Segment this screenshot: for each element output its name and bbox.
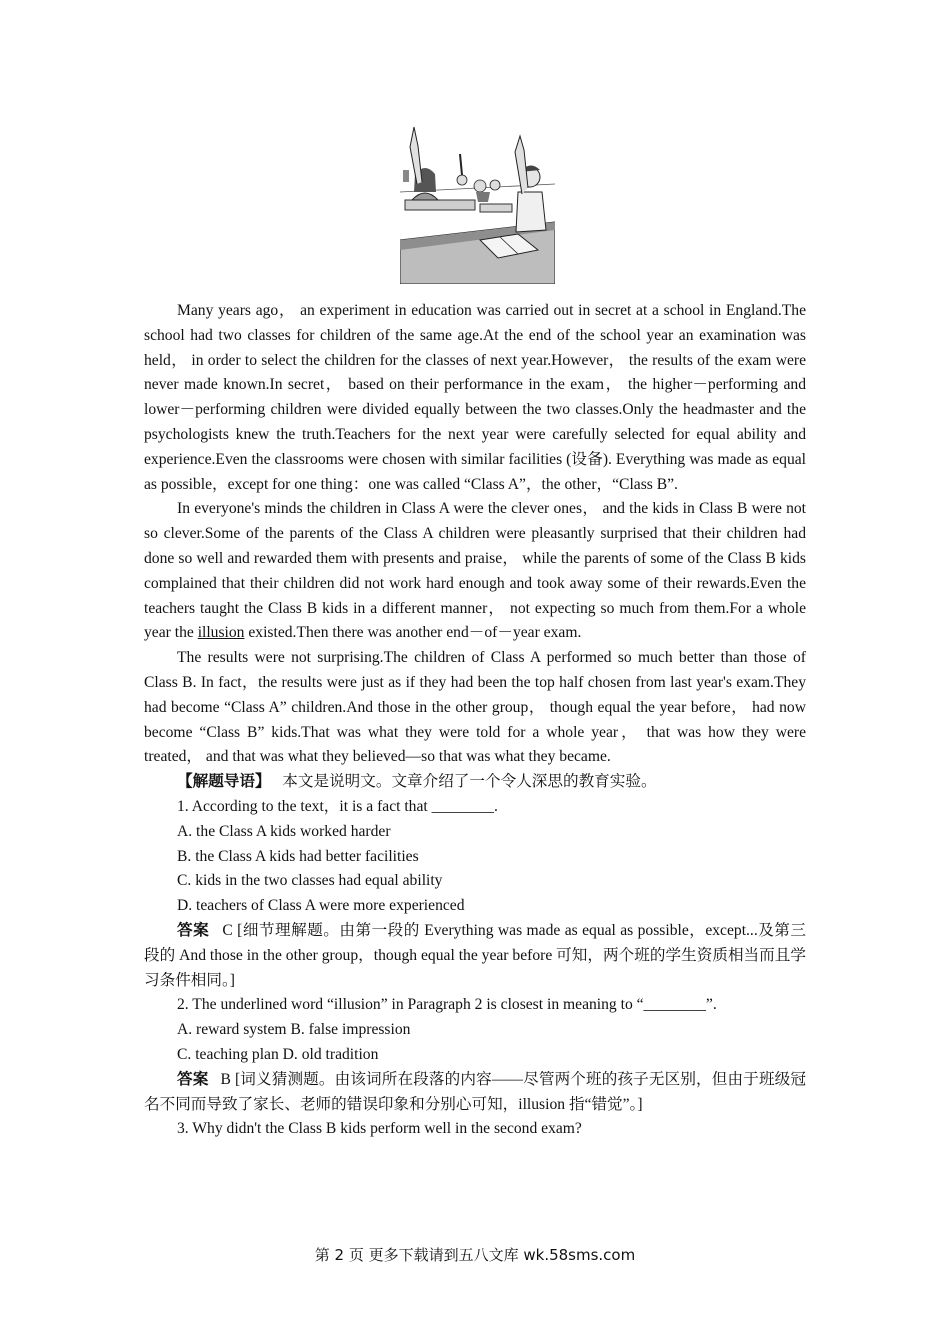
q1-answer <box>144 919 806 993</box>
q1-answer-label: 答案 <box>177 921 210 939</box>
q1-option-d: D. teachers of Class A were more experienced <box>177 897 465 915</box>
paragraph-2-text-b: existed.Then there was another end－of－year exam. <box>244 624 582 642</box>
guide <box>144 770 806 795</box>
q2-answer-label: 答案 <box>177 1070 209 1088</box>
q1-option-b: B. the Class A kids had better facilities <box>177 847 419 865</box>
q1-option-a: A. the Class A kids worked harder <box>177 822 391 840</box>
q3-stem: 3. Why didn't the Class B kids perform well in the second exam? <box>177 1120 582 1138</box>
paragraph-1: Many years ago， an experiment in education was carried out in secret at a school in England.The school had two classes for children of the same age.At the end of the school year an examination was held， in order to select the children for the classes of next year.However， the results of the exam were never made known.In secret， based on their performance in the exam， the higher－performing and lower－performing children were divided equally between the two classes.Only the headmaster and the psychologists knew the truth.Teachers for the next year were carefully selected for equal ability and experience.Even the classrooms were chosen with similar facilities (设备). Everything was made as equal as possible，except for one thing：one was called “Class A”，the other，“Class B”. <box>144 302 806 493</box>
q1-stem: 1. According to the text，it is a fact that ________. <box>177 797 498 815</box>
q1-answer-text: C [细节理解题。由第一段的 Everything was made as equal as possible，except...及第三段的 And those in the other group，though equal the year before 可知，两个班的学生资质相当而且学习条件相同。] <box>144 921 806 989</box>
guide-label: 【解题导语】 <box>177 773 271 791</box>
paragraph-2-text-a: In everyone's minds the children in Class A were the clever ones， and the kids in Class B were not so clever.Some of the parents of the Class A children were pleasantly surprised that their children had done so well and rewarded them with presents and praise， while the parents of some of the Class B kids complained that their children did not work hard enough and took away some of their rewards.Even the teachers taught the Class B kids in a different manner， not expecting so much from them.For a whole year the <box>144 500 806 642</box>
paragraph-2 <box>144 497 806 646</box>
underlined-word-illusion: illusion <box>197 624 245 642</box>
passage <box>144 299 806 1142</box>
q2-answer-text: B [词义猜测题。由该词所在段落的内容——尽管两个班的孩子无区别，但由于班级冠名不同而导致了家长、老师的错误印象和分别心可知，illusion 指“错觉”。] <box>144 1070 806 1113</box>
guide-text: 本文是说明文。文章介绍了一个令人深思的教育实验。 <box>282 773 657 791</box>
page-footer: 第 2 页 更多下载请到五八文库 wk.58sms.com <box>314 1246 636 1264</box>
q2-options-ab: A. reward system B. false impression <box>177 1021 411 1039</box>
q2-stem: 2. The underlined word “illusion” in Paragraph 2 is closest in meaning to “________”. <box>177 996 717 1014</box>
paragraph-3: The results were not surprising.The children of Class A performed so much better than those of Class B. In fact，the results were just as if they had been the top half chosen from last year's exam.They had become “Class A” children.And those in the other group， though equal the year before， had now become “Class B” kids.That was what they were told for a whole year， that was how they were treated， and that was what they believed—so that was what they became. <box>144 649 806 766</box>
q1-option-c: C. kids in the two classes had equal ability <box>177 872 443 890</box>
classroom-illustration <box>400 122 555 284</box>
q2-answer <box>144 1068 806 1118</box>
q2-options-cd: C. teaching plan D. old tradition <box>177 1045 379 1063</box>
